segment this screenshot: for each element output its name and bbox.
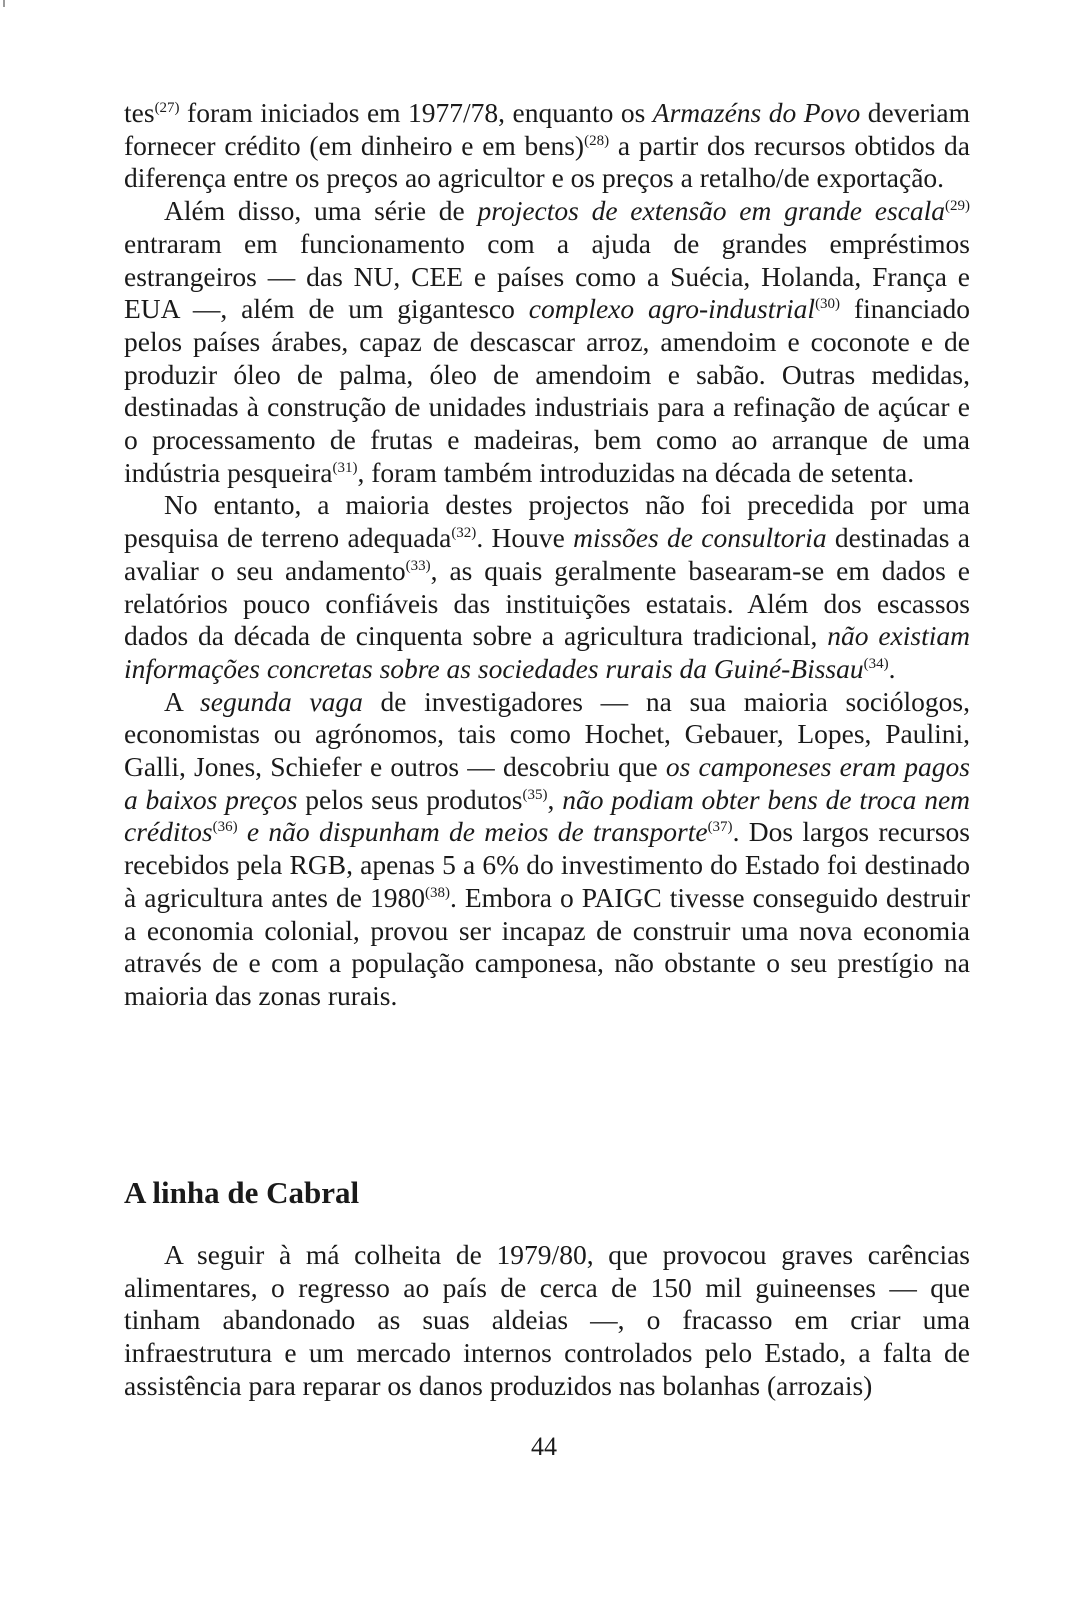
text-run: de investigadores — na sua maioria sociólogos, economistas ou agrónomos, tais como Hochet, Gebauer, Lopes, Paulini, Galli, Jones, Schiefer e outros — descobriu que [124, 685, 970, 783]
page-number: 44 [531, 1432, 557, 1461]
footnote-ref: (35) [522, 786, 548, 803]
footnote-ref: (27) [154, 100, 180, 116]
text-run: tes [124, 97, 155, 128]
body-text-top [124, 97, 970, 1013]
text-run: . [888, 652, 896, 684]
paragraph-5: A seguir à má colheita de 1979/80, que provocou graves carências alimentares, o regresso ao país de cerca de 150 mil guineenses — que tinham abandonado as suas aldeias —, o fracasso em criar uma infraestrutura e um mercado internos controlados pelo Estado, a falta de assistência para reparar os danos produzidos nas bolanhas (arrozais) [124, 1239, 970, 1401]
body-text-bottom [124, 1239, 970, 1403]
text-run: deveriam fornecer crédito (em dinheiro e em bens) [124, 97, 971, 161]
paragraph-3 [124, 489, 970, 685]
text-run: A [164, 685, 201, 717]
scan-edge-mark [3, 0, 5, 7]
section-heading: A linha de Cabral [124, 1175, 360, 1210]
text-run: destinadas a avaliar o seu andamento [124, 522, 970, 586]
italic-text: projectos de extensão em grande escala [477, 195, 946, 227]
text-run: entraram em funcionamento com a ajuda de grandes empréstimos estrangeiros — das NU, CEE e países como a Suécia, Holanda, França e EUA —, além de um gigantesco [124, 227, 970, 325]
italic-text: não existiam informações concretas sobre as sociedades rurais da Guiné-Bissau [124, 620, 970, 684]
italic-text: segunda vaga [200, 685, 363, 717]
footnote-ref: (32) [451, 525, 477, 542]
footnote-ref: (38) [424, 884, 450, 901]
text-run: , foram também introduzidas na década de setenta. [357, 456, 915, 488]
text-run: . Dos largos recursos recebidos pela RGB, apenas 5 a 6% do investimento do Estado foi destinado à agricultura antes de 1980 [124, 816, 970, 913]
text-run: No entanto, a maioria destes projectos não foi precedida por uma pesquisa de terreno adequada [124, 489, 970, 554]
paragraph-1 [124, 97, 970, 195]
italic-text: missões de consultoria [573, 522, 827, 554]
footnote-ref: (30) [815, 296, 841, 313]
italic-text: complexo agro-industrial [528, 293, 816, 325]
italic-text: não podiam obter bens de troca nem créditos [124, 783, 971, 848]
paragraph-4 [124, 686, 970, 1013]
text-run: financiado pelos países árabes, capaz de descascar arroz, amendoim e coconote e de produzir óleo de palma, óleo de amendoim e sabão. Outras medidas, destinadas à construção de unidades industriais para a refinação de açúcar e o processamento de frutas e madeiras, bem como ao arranque de uma indústria pesqueira [124, 293, 970, 488]
italic-text: e não dispunham de meios de transporte [246, 816, 708, 848]
footnote-ref: (31) [332, 459, 358, 476]
text-run: foram iniciados em 1977/78, enquanto os [179, 97, 653, 128]
text-run [238, 816, 247, 847]
paragraph-2 [124, 195, 970, 489]
footnote-ref: (34) [863, 655, 889, 672]
text-run: , [547, 783, 563, 815]
footnote-ref: (29) [945, 198, 971, 215]
text-run: a partir dos recursos obtidos da diferença entre os preços ao agricultor e os preços a retalho/de exportação. [124, 129, 970, 194]
italic-text: os camponeses eram pagos a baixos preços [124, 751, 970, 815]
text-run: . Houve [476, 522, 574, 554]
footnote-ref: (28) [584, 132, 610, 149]
text-run: , as quais geralmente basearam-se em dados e relatórios pouco confiáveis das instituições estatais. Além dos escassos dados da década de cinquenta sobre a agricultura tradicional, [124, 554, 970, 652]
footnote-ref: (37) [707, 819, 733, 836]
text-run: pelos seus produtos [297, 783, 523, 815]
text-run: . Embora o PAIGC tivesse conseguido destruir a economia colonial, provou ser incapaz de construir uma nova economia através de e com a população camponesa, não obstante o seu prestígio na maioria das zonas rurais. [124, 881, 970, 1011]
text-run: Além disso, uma série de [164, 195, 478, 227]
footnote-ref: (36) [212, 819, 238, 836]
italic-text: Armazéns do Povo [652, 97, 861, 128]
footnote-ref: (33) [405, 557, 431, 574]
